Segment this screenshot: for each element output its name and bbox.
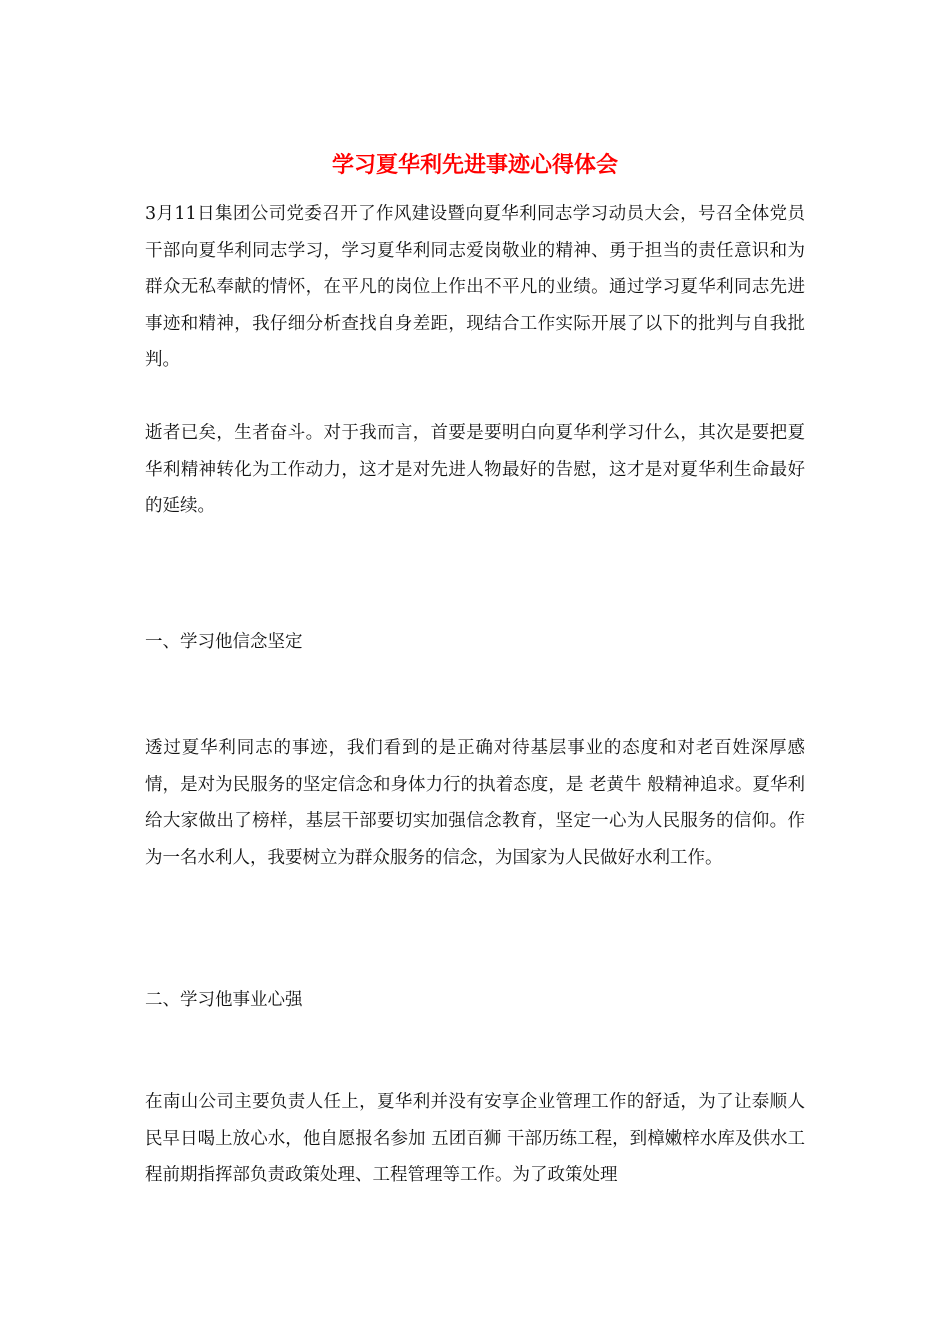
section-heading-1: 一、学习他信念坚定 xyxy=(145,632,303,652)
paragraph-intro: 3月11日集团公司党委召开了作风建设暨向夏华利同志学习动员大会，号召全体党员干部向夏华利同志学习，学习夏华利同志爱岗敬业的精神、勇于担当的责任意识和为群众无私奉献的情怀，在平凡的岗位上作出不平凡的业绩。通过学习夏华利同志先进事迹和精神，我仔细分析查找自身差距，现结合工作实际开展了以下的批判与自我批判。 xyxy=(145,204,805,370)
section-heading-2: 二、学习他事业心强 xyxy=(145,990,303,1010)
paragraph-reflection: 逝者已矣，生者奋斗。对于我而言，首要是要明白向夏华利学习什么，其次是要把夏华利精神转化为工作动力，这才是对先进人物最好的告慰，这才是对夏华利生命最好的延续。 xyxy=(145,423,805,516)
paragraph-section-2: 在南山公司主要负责人任上，夏华利并没有安享企业管理工作的舒适，为了让泰顺人民早日喝上放心水，他自愿报名参加 五团百狮 干部历练工程，到樟嫩梓水库及供水工程前期指挥部负责政策处理、工程管理等工作。为了政策处理 xyxy=(145,1092,805,1185)
paragraph-section-1: 透过夏华利同志的事迹，我们看到的是正确对待基层事业的态度和对老百姓深厚感情，是对为民服务的坚定信念和身体力行的执着态度，是 老黄牛 般精神追求。夏华利给大家做出了榜样，基层干部要切实加强信念教育，坚定一心为人民服务的信仰。作为一名水利人，我要树立为群众服务的信念，为国家为人民做好水利工作。 xyxy=(145,738,805,868)
document-title: 学习夏华利先进事迹心得体会 xyxy=(331,153,618,178)
